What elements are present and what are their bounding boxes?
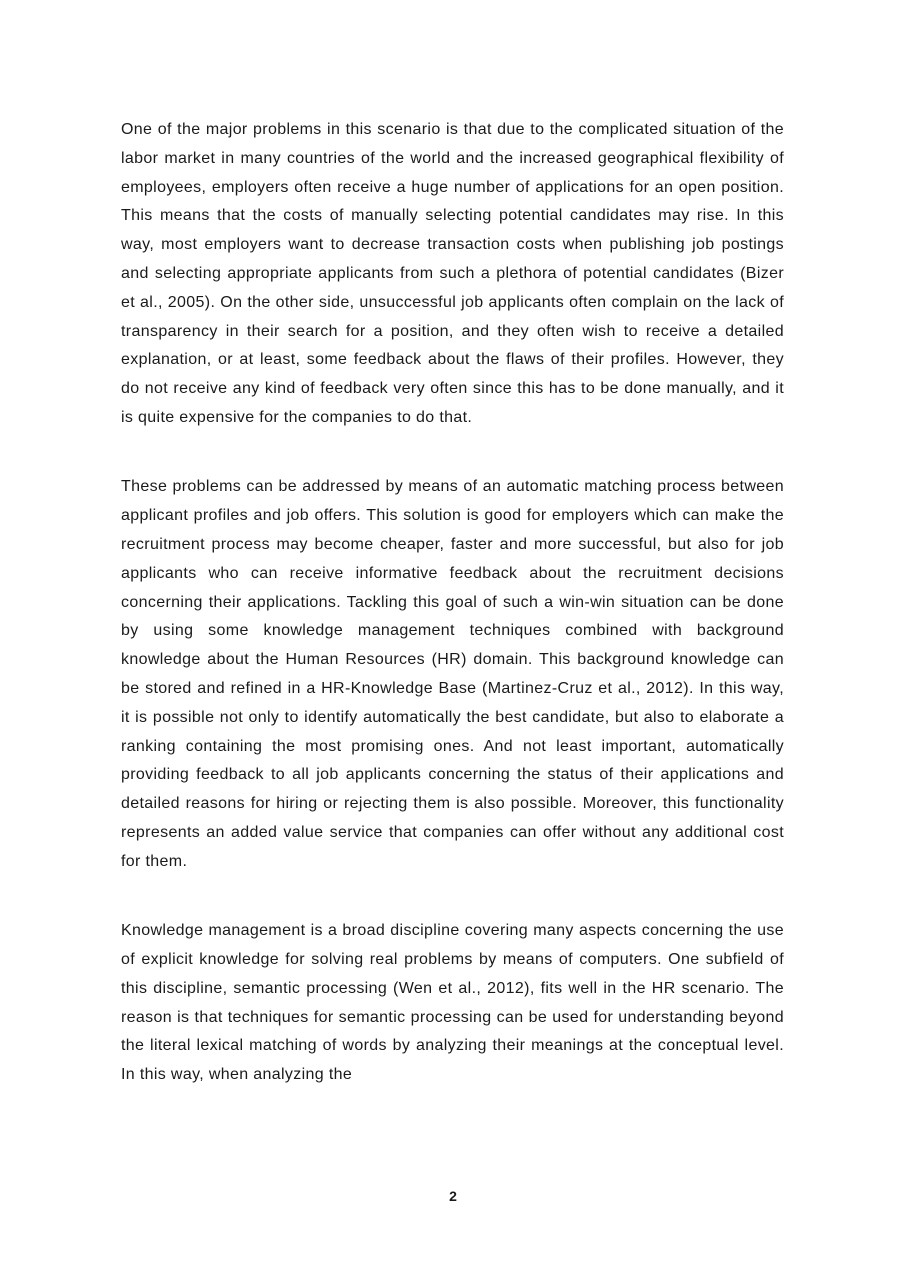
paragraph-labor-market-problems: One of the major problems in this scenario is that due to the complicated situation of the labor market in many countries of the world and the increased geographical flexibility of employees, employers often receive a huge number of applications for an open position. This means that the costs of manually selecting potential candidates may rise. In this way, most employers want to decrease transaction costs when publishing job postings and selecting appropriate applicants from such a plethora of potential candidates (Bizer et al., 2005). On the other side, unsuccessful job applicants often complain on the lack of transparency in their search for a position, and they often wish to receive a detailed explanation, or at least, some feedback about the flaws of their profiles. However, they do not receive any kind of feedback very often since this has to be done manually, and it is quite expensive for the companies to do that. (121, 121, 784, 426)
paragraph-automatic-matching: These problems can be addressed by means of an automatic matching process between applicant profiles and job offers. This solution is good for employers which can make the recruitment process may become cheaper, faster and more successful, but also for job applicants who can receive informative feedback about the recruitment decisions concerning their applications. Tackling this goal of such a win-win situation can be done by using some knowledge management techniques combined with background knowledge about the Human Resources (HR) domain. This background knowledge can be stored and refined in a HR-Knowledge Base (Martinez-Cruz et al., 2012). In this way, it is possible not only to identify automatically the best candidate, but also to elaborate a ranking containing the most promising ones. And not least important, automatically providing feedback to all job applicants concerning the status of their applications and detailed reasons for hiring or rejecting them is also possible. Moreover, this functionality represents an added value service that companies can offer without any additional cost for them. (121, 478, 784, 870)
body-text (121, 116, 784, 1090)
paragraph-knowledge-management: Knowledge management is a broad discipline covering many aspects concerning the use of explicit knowledge for solving real problems by means of computers. One subfield of this discipline, semantic processing (Wen et al., 2012), fits well in the HR scenario. The reason is that techniques for semantic processing can be used for understanding beyond the literal lexical matching of words by analyzing their meanings at the conceptual level. In this way, when analyzing the (121, 922, 784, 1084)
page-number: 2 (449, 1188, 457, 1204)
